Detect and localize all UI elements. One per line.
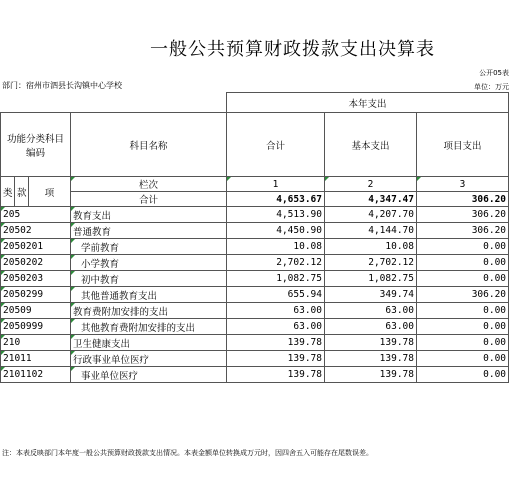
row-code: 2101102 [1, 367, 71, 383]
row-basic: 10.08 [325, 239, 417, 255]
department-label: 部门：宿州市泗县长沟镇中心学校 [2, 81, 122, 90]
row-name: 卫生健康支出 [71, 335, 227, 351]
row-project: 306.20 [417, 207, 509, 223]
row-name: 事业单位医疗 [71, 367, 227, 383]
row-name: 其他普通教育支出 [71, 287, 227, 303]
row-project: 0.00 [417, 351, 509, 367]
row-name: 教育费附加安排的支出 [71, 303, 227, 319]
xiang-header: 项 [29, 177, 71, 207]
row-code: 20502 [1, 223, 71, 239]
row-project: 0.00 [417, 239, 509, 255]
row-total: 10.08 [227, 239, 325, 255]
row-name: 行政事业单位医疗 [71, 351, 227, 367]
row-basic: 139.78 [325, 351, 417, 367]
row-project: 306.20 [417, 287, 509, 303]
row-basic: 139.78 [325, 335, 417, 351]
row-name: 初中教育 [71, 271, 227, 287]
row-code: 20509 [1, 303, 71, 319]
row-code: 2050201 [1, 239, 71, 255]
row-total: 139.78 [227, 335, 325, 351]
table-row [1, 239, 509, 255]
row-name: 普通教育 [71, 223, 227, 239]
row-name: 教育支出 [71, 207, 227, 223]
blank-header-cell [1, 93, 227, 113]
row-code: 2050202 [1, 255, 71, 271]
row-total: 139.78 [227, 367, 325, 383]
row-basic: 2,702.12 [325, 255, 417, 271]
report-title: 一般公共预算财政拨款支出决算表 [150, 39, 435, 60]
table-row [1, 223, 509, 239]
row-total: 139.78 [227, 351, 325, 367]
row-basic: 139.78 [325, 367, 417, 383]
expenditure-table [0, 92, 509, 383]
row-project: 0.00 [417, 271, 509, 287]
row-code: 2050299 [1, 287, 71, 303]
row-code: 205 [1, 207, 71, 223]
total-row-project: 306.20 [417, 192, 509, 207]
row-code: 2050999 [1, 319, 71, 335]
column-1: 1 [227, 177, 325, 192]
row-basic: 4,144.70 [325, 223, 417, 239]
row-code: 210 [1, 335, 71, 351]
table-row [1, 303, 509, 319]
row-basic: 349.74 [325, 287, 417, 303]
total-header: 合计 [227, 113, 325, 177]
row-total: 2,702.12 [227, 255, 325, 271]
column-number-label: 栏次 [71, 177, 227, 192]
func-code-header: 功能分类科目编码 [1, 113, 71, 177]
row-project: 0.00 [417, 367, 509, 383]
unit-label: 单位：万元 [474, 83, 509, 91]
form-number: 公开05表 [479, 69, 509, 77]
row-project: 0.00 [417, 255, 509, 271]
total-row-total: 4,653.67 [227, 192, 325, 207]
table-row [1, 319, 509, 335]
table-row [1, 207, 509, 223]
row-total: 655.94 [227, 287, 325, 303]
row-name: 小学教育 [71, 255, 227, 271]
this-year-header: 本年支出 [227, 93, 509, 113]
row-project: 0.00 [417, 335, 509, 351]
row-project: 0.00 [417, 303, 509, 319]
total-row-basic: 4,347.47 [325, 192, 417, 207]
row-name: 学前教育 [71, 239, 227, 255]
row-project: 306.20 [417, 223, 509, 239]
table-row [1, 351, 509, 367]
column-3: 3 [417, 177, 509, 192]
lei-header: 类 [1, 177, 15, 207]
row-basic: 63.00 [325, 319, 417, 335]
table-row [1, 367, 509, 383]
table-row [1, 335, 509, 351]
row-total: 4,513.90 [227, 207, 325, 223]
row-total: 1,082.75 [227, 271, 325, 287]
row-code: 2050203 [1, 271, 71, 287]
total-row-label: 合计 [71, 192, 227, 207]
table-row [1, 287, 509, 303]
row-total: 4,450.90 [227, 223, 325, 239]
row-basic: 4,207.70 [325, 207, 417, 223]
table-row [1, 271, 509, 287]
basic-header: 基本支出 [325, 113, 417, 177]
project-header: 项目支出 [417, 113, 509, 177]
row-total: 63.00 [227, 303, 325, 319]
row-name: 其他教育费附加安排的支出 [71, 319, 227, 335]
table-row [1, 255, 509, 271]
row-total: 63.00 [227, 319, 325, 335]
footnote: 注：本表反映部门本年度一般公共预算财政拨款支出情况。本表金额单位转换成万元时，因四舍五入可能存在尾数误差。 [2, 449, 373, 457]
row-code: 21011 [1, 351, 71, 367]
kuan-header: 款 [15, 177, 29, 207]
row-basic: 1,082.75 [325, 271, 417, 287]
row-project: 0.00 [417, 319, 509, 335]
row-basic: 63.00 [325, 303, 417, 319]
subject-name-header: 科目名称 [71, 113, 227, 177]
column-2: 2 [325, 177, 417, 192]
